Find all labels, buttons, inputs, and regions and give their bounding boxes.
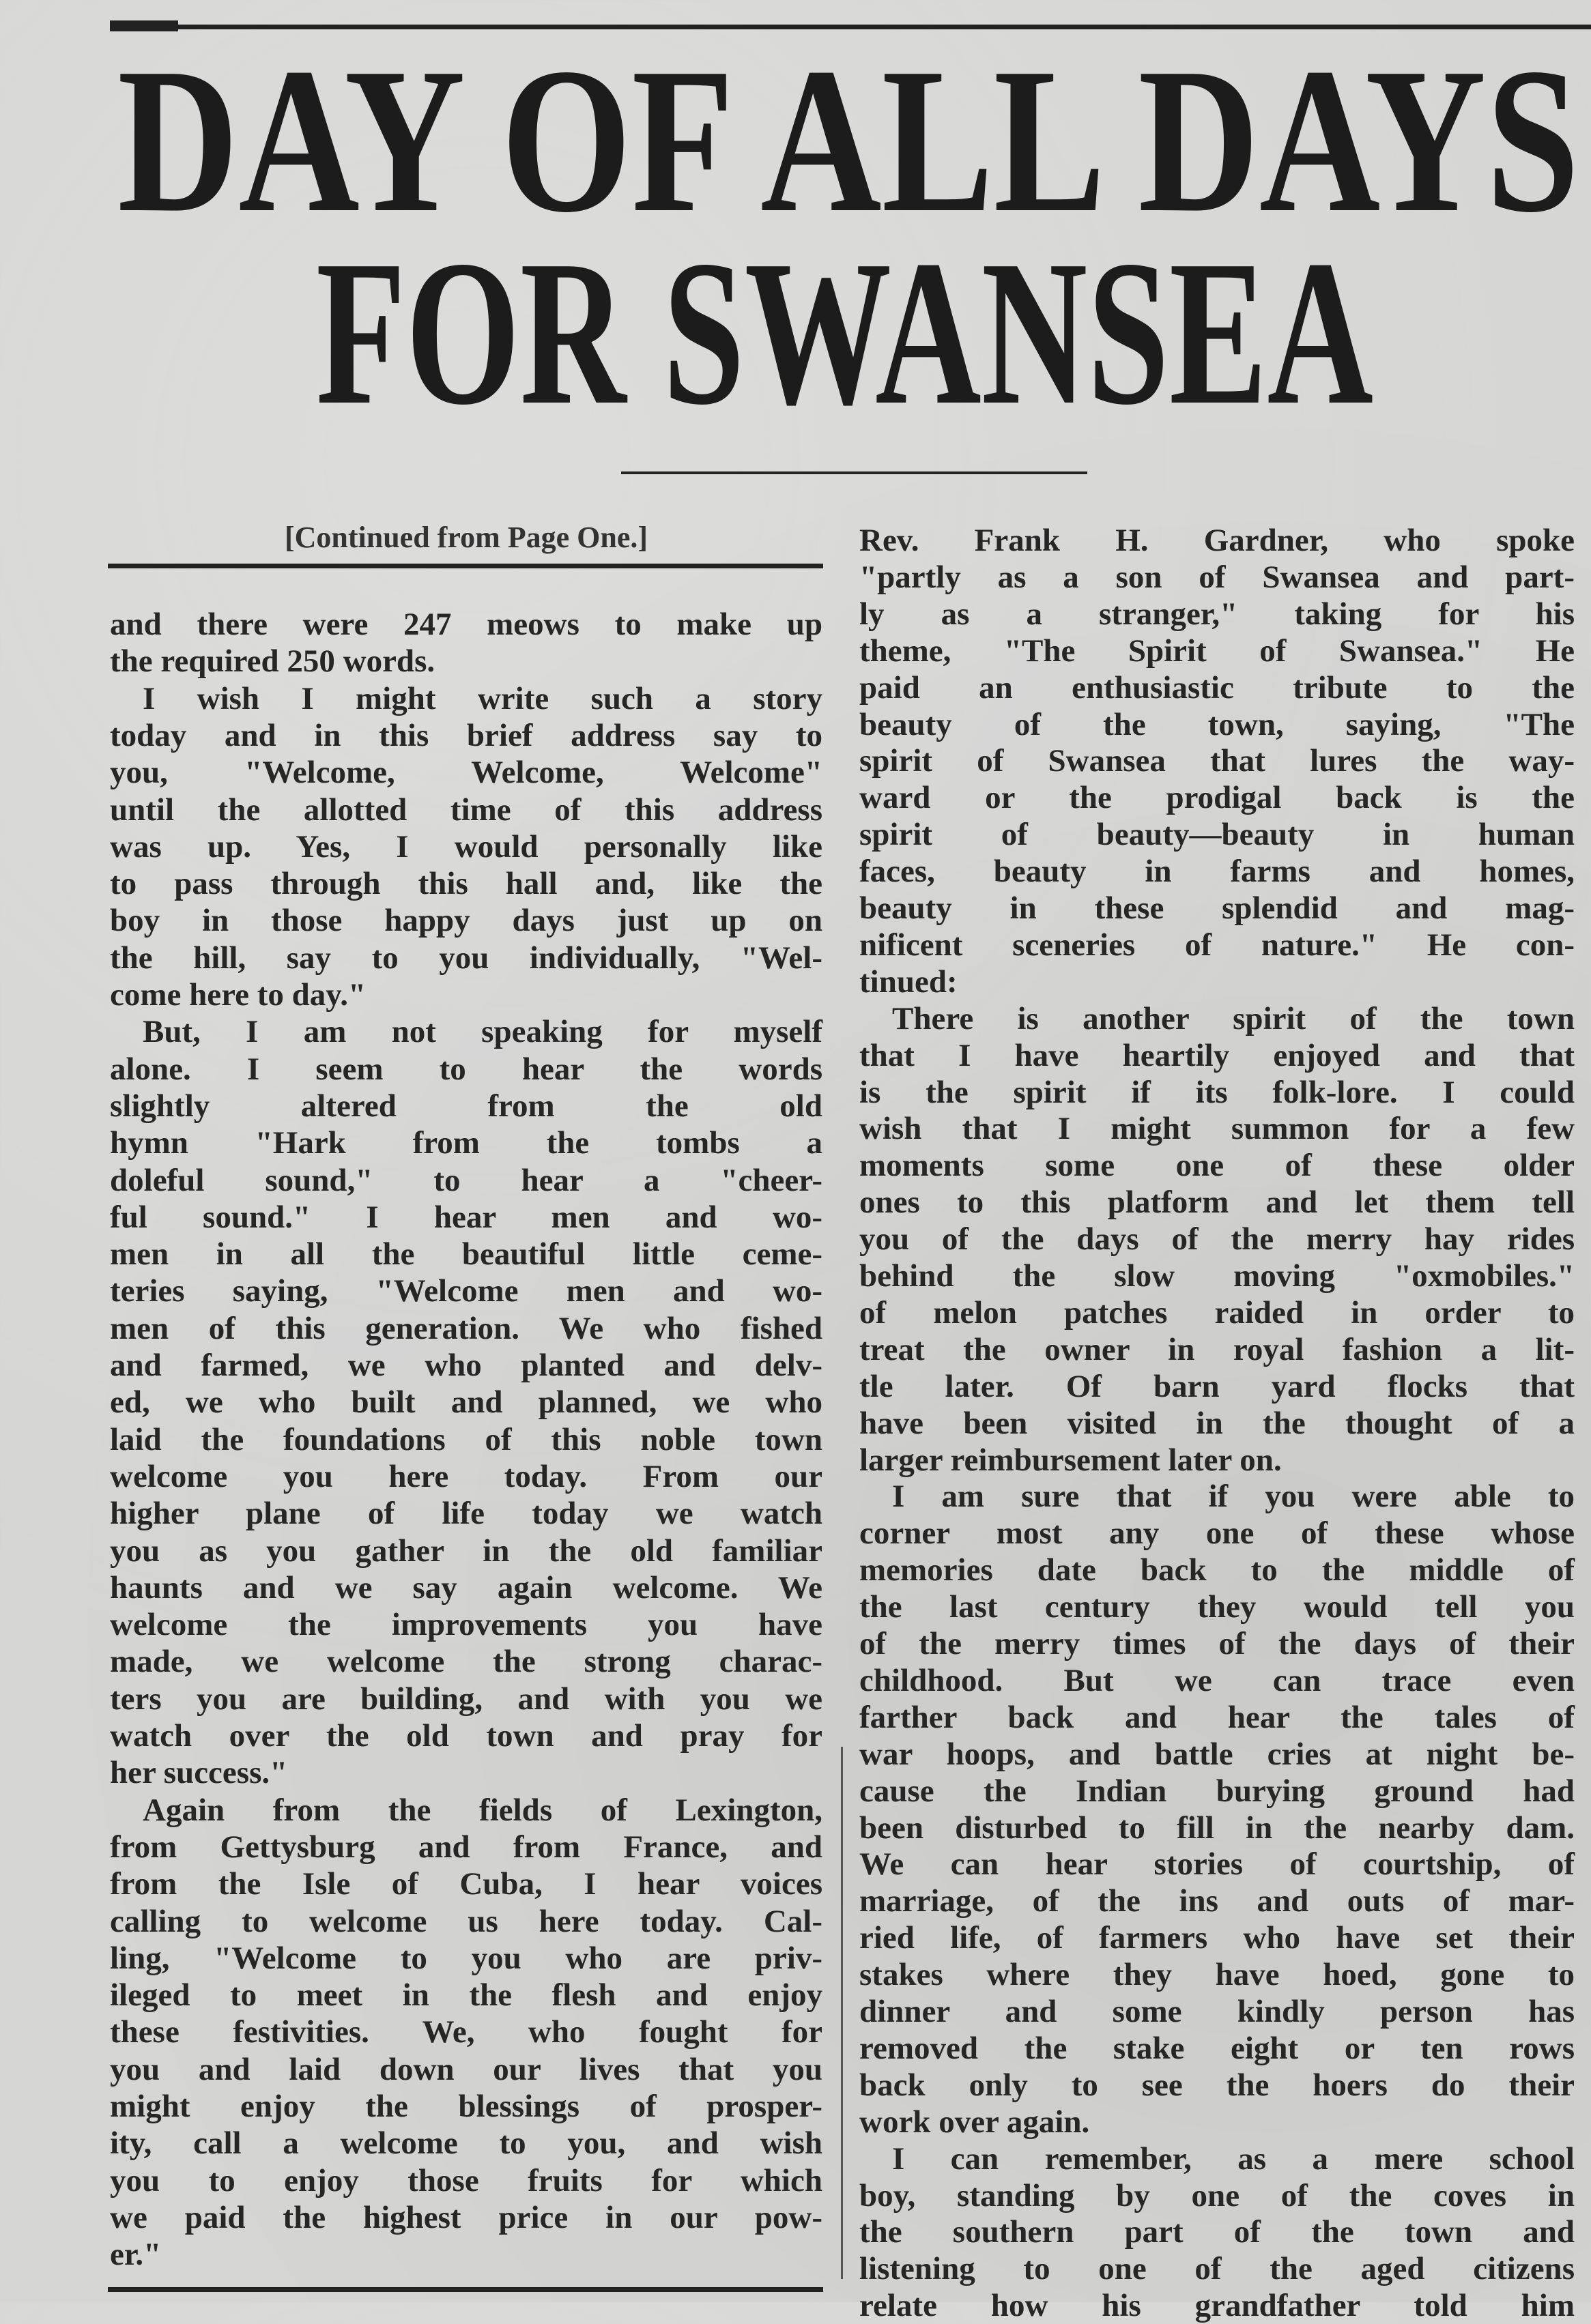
text-line: watch over the old town and pray for [110,1718,822,1754]
text-line: ly as a stranger," taking for his [859,596,1575,632]
text-line: ward or the prodigal back is the [859,780,1575,816]
text-line: ried life, of farmers who have set their [859,1920,1575,1956]
text-line: treat the owner in royal fashion a lit- [859,1331,1575,1367]
text-line: spirit of beauty—beauty in human [859,817,1575,853]
text-line: welcome the improvements you have [110,1607,822,1643]
text-line: marriage, of the ins and outs of mar- [859,1883,1575,1919]
text-line: ed, we who built and planned, we who [110,1384,822,1421]
text-line: come here to day." [110,977,367,1013]
text-line: was up. Yes, I would personally like [110,828,822,865]
text-line: today and in this brief address say to [110,717,822,753]
text-line: the required 250 words. [110,643,435,680]
text-line: and farmed, we who planted and delv- [110,1348,822,1383]
text-line: might enjoy the blessings of prosper- [110,2089,822,2124]
text-line: boy, standing by one of the coves in [859,2177,1575,2213]
bottom-rule [108,2287,823,2292]
text-line: beauty of the town, saying, "The [859,706,1575,742]
text-line: of the merry times of the days of their [859,1626,1575,1661]
text-line: that I have heartily enjoyed and that [859,1037,1575,1073]
text-line: relate how his grandfather told him [859,2288,1575,2324]
text-line: Again from the fields of Lexington, [143,1792,822,1828]
text-line: I wish I might write such a story [143,680,822,716]
text-line: "partly as a son of Swansea and part- [859,559,1575,595]
text-line: you as you gather in the old familiar [110,1533,822,1569]
text-line: er." [110,2237,162,2273]
text-line: and there were 247 meows to make up [110,607,822,642]
text-line: you and laid down our lives that you [110,2051,822,2087]
text-line: the hill, say to you individually, "Wel- [110,940,822,976]
text-line: from Gettysburg and from France, and [110,1829,822,1865]
text-line: corner most any one of these whose [859,1515,1575,1552]
text-line: calling to welcome us here today. Cal- [110,1903,822,1939]
text-line: spirit of Swansea that lures the way- [859,743,1575,779]
text-line: haunts and we say again welcome. We [110,1569,822,1606]
text-line: larger reimbursement later on. [859,1442,1282,1478]
text-line: ling, "Welcome to you who are priv- [110,1940,822,1976]
text-line: the last century they would tell you [859,1589,1575,1625]
text-line: dinner and some kindly person has [859,1994,1575,2029]
text-line: alone. I seem to hear the words [110,1051,822,1087]
text-line: to pass through this hall and, like the [110,866,822,902]
text-line: ones to this platform and let them tell [859,1185,1575,1221]
headline-line-2: FOR SWANSEA [316,217,1373,448]
text-line: faces, beauty in farms and homes, [859,854,1575,890]
text-line: farther back and hear the tales of [859,1699,1575,1735]
text-line: made, we welcome the strong charac- [110,1644,822,1680]
text-line: Rev. Frank H. Gardner, who spoke [859,523,1575,558]
text-line: her success." [110,1755,288,1791]
text-line: But, I am not speaking for myself [143,1014,822,1050]
text-line: cause the Indian burying ground had [859,1773,1575,1809]
text-line: we paid the highest price in our pow- [110,2199,822,2235]
text-line: men of this generation. We who fished [110,1310,822,1346]
text-line: the southern part of the town and [859,2214,1575,2250]
text-line: work over again. [859,2104,1090,2140]
text-line: back only to see the hoers do their [859,2067,1575,2103]
text-line: behind the slow moving "oxmobiles." [859,1258,1575,1294]
text-line: paid an enthusiastic tribute to the [859,669,1575,706]
text-line: higher plane of life today we watch [110,1496,822,1532]
text-line: slightly altered from the old [110,1088,822,1124]
text-line: memories date back to the middle of [859,1552,1575,1588]
text-line: is the spirit if its folk-lore. I could [859,1074,1575,1110]
right-column [859,0,1575,2324]
text-line: laid the foundations of this noble town [110,1421,822,1457]
text-line: stakes where they have hoed, gone to [859,1957,1575,1993]
text-line: you, "Welcome, Welcome, Welcome" [110,755,822,791]
text-line: wish that I might summon for a few [859,1111,1575,1147]
text-line: been disturbed to fill in the nearby dam. [859,1810,1575,1846]
text-line: doleful sound," to hear a "cheer- [110,1162,822,1198]
text-line: childhood. But we can trace even [859,1662,1575,1698]
text-line: boy in those happy days just up on [110,903,822,939]
text-line: nificent sceneries of nature." He con- [859,927,1575,963]
text-line: you of the days of the merry hay rides [859,1221,1575,1258]
text-line: listening to one of the aged citizens [859,2251,1575,2287]
column-divider [841,1747,843,2279]
left-column [110,0,822,2302]
text-line: tinued: [859,963,958,1000]
text-line: moments some one of these older [859,1148,1575,1184]
text-line: of melon patches raided in order to [859,1294,1575,1331]
text-line: hymn "Hark from the tombs a [110,1125,822,1161]
text-line: men in all the beautiful little ceme- [110,1236,822,1273]
text-line: welcome you here today. From our [110,1458,822,1494]
text-line: have been visited in the thought of a [859,1405,1575,1441]
text-line: ity, call a welcome to you, and wish [110,2125,822,2162]
text-line: from the Isle of Cuba, I hear voices [110,1866,822,1902]
text-line: I can remember, as a mere school [892,2140,1575,2177]
text-line: war hoops, and battle cries at night be- [859,1736,1575,1772]
text-line: teries saying, "Welcome men and wo- [110,1273,822,1309]
text-line: you to enjoy those fruits for which [110,2162,822,2198]
text-line: I am sure that if you were able to [892,1479,1575,1515]
text-line: ileged to meet in the flesh and enjoy [110,1977,822,2014]
text-line: ful sound." I hear men and wo- [110,1199,822,1235]
text-line: theme, "The Spirit of Swansea." He [859,633,1575,669]
text-line: beauty in these splendid and mag- [859,890,1575,926]
text-line: There is another spirit of the town [892,1000,1575,1036]
text-line: removed the stake eight or ten rows [859,2030,1575,2066]
text-line: until the allotted time of this address [110,791,822,828]
text-line: ters you are building, and with you we [110,1681,822,1717]
text-line: these festivities. We, who fought for [110,2014,822,2050]
continued-note: [Continued from Page One.] [284,521,648,554]
text-line: We can hear stories of courtship, of [859,1846,1575,1883]
text-line: tle later. Of barn yard flocks that [859,1368,1575,1404]
headline-line-1: DAY OF ALL DAYS [117,25,1579,255]
